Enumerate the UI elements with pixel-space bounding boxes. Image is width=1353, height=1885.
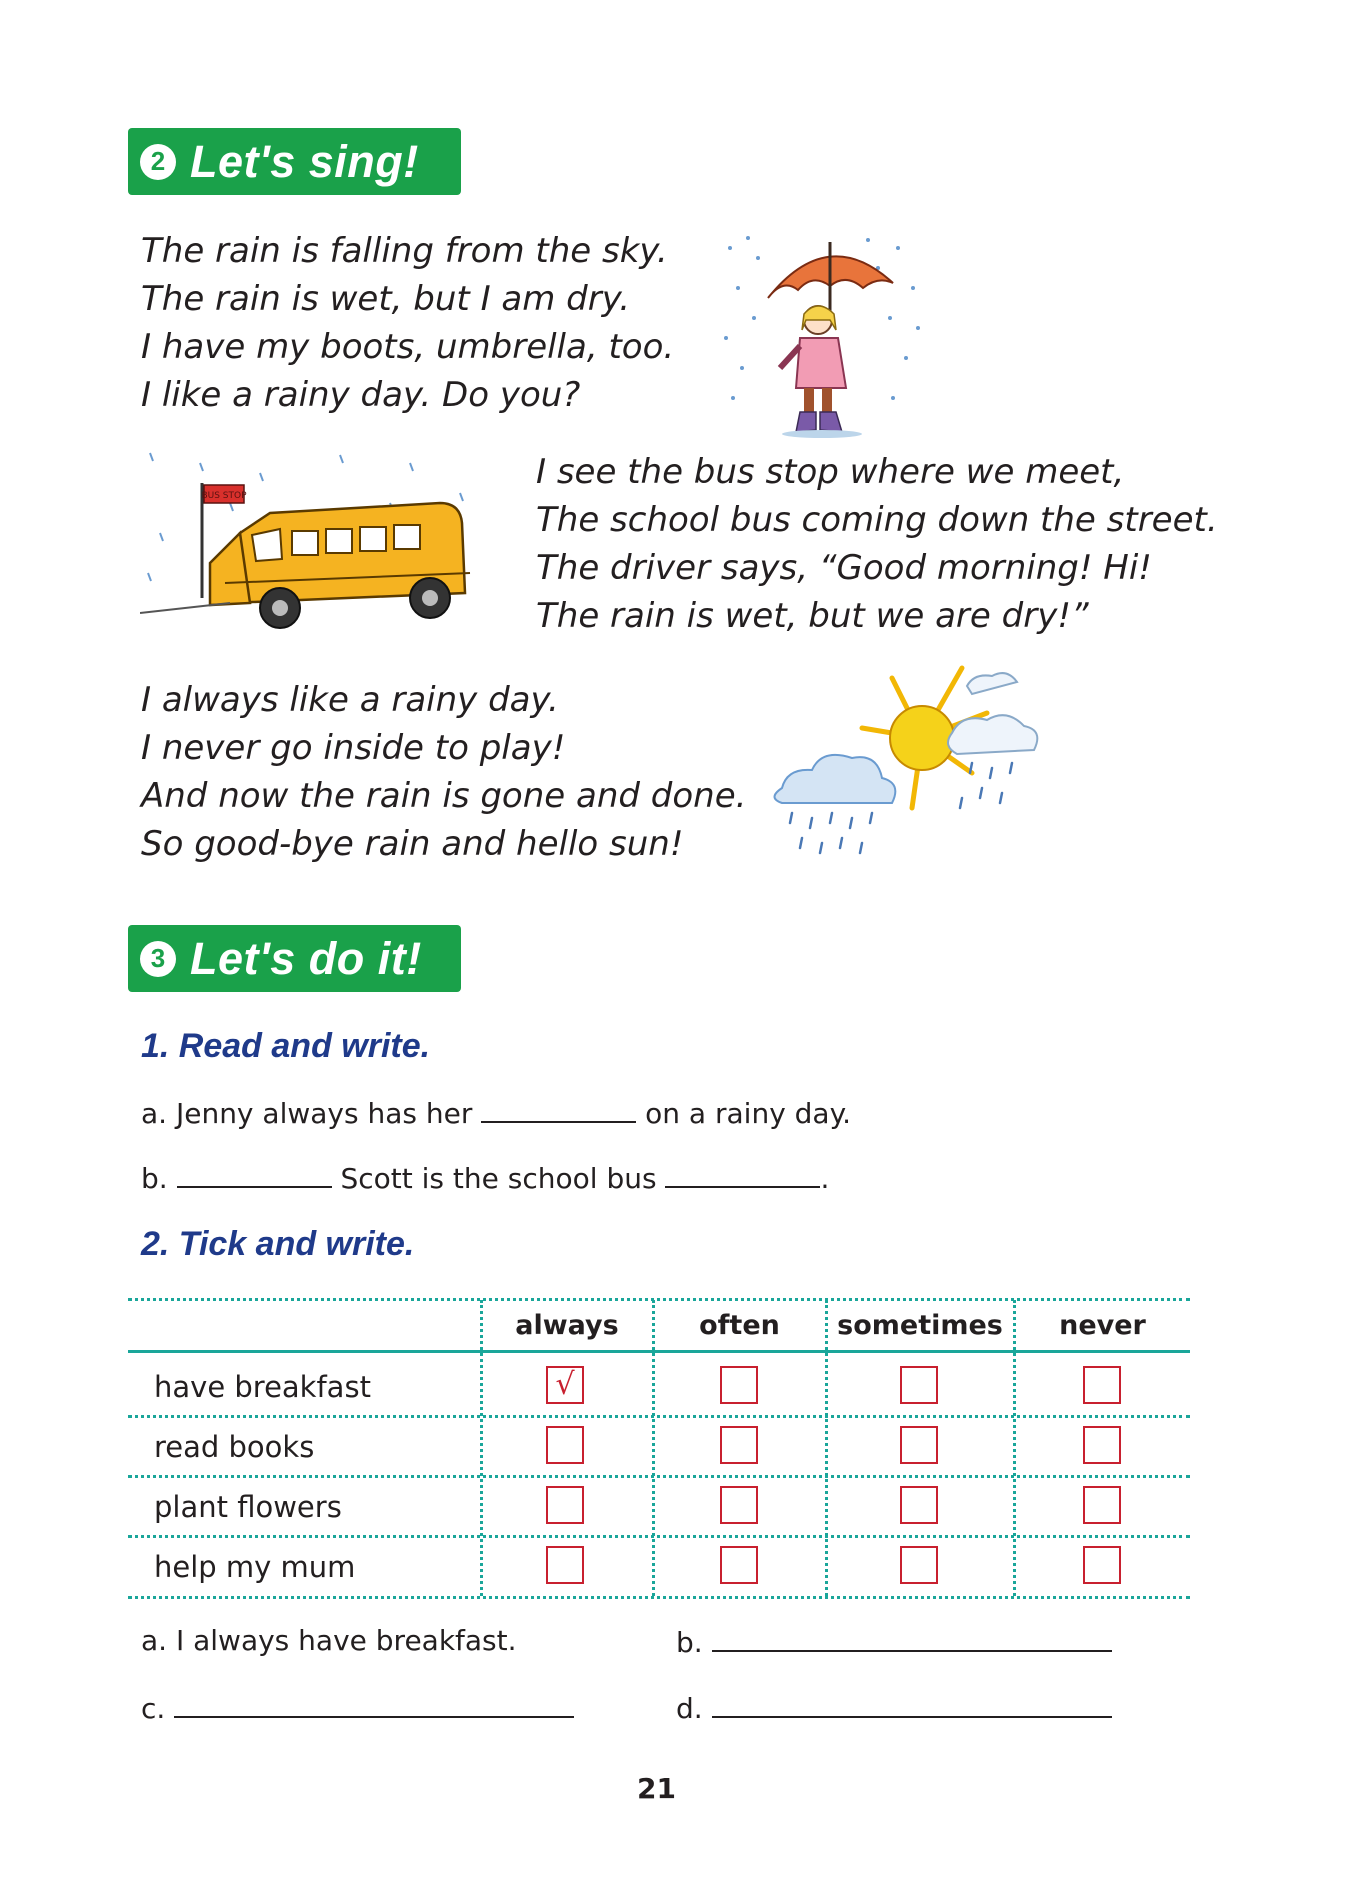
tick-box[interactable] — [720, 1546, 758, 1584]
page-number: 21 — [637, 1772, 676, 1805]
answer-blank[interactable] — [712, 1624, 1112, 1652]
answer-c-label: c. — [141, 1692, 166, 1725]
verse-line: I like a rainy day. Do you? — [141, 375, 581, 415]
tick-box[interactable] — [1083, 1546, 1121, 1584]
verse-line: I have my boots, umbrella, too. — [141, 327, 675, 367]
verse-line: The rain is wet, but I am dry. — [141, 279, 631, 319]
section-number: 3 — [140, 941, 176, 977]
column-header-never: never — [1059, 1310, 1146, 1341]
task-heading-read-write: 1. Read and write. — [141, 1027, 431, 1065]
verse-line: I see the bus stop where we meet, — [536, 452, 1125, 492]
table-border-bottom — [128, 1596, 1190, 1599]
section-banner-sing — [128, 128, 461, 195]
row-label-plant-flowers: plant flowers — [154, 1490, 342, 1524]
section-banner-do-it — [128, 925, 461, 992]
section-number: 2 — [140, 144, 176, 180]
tick-box[interactable] — [546, 1486, 584, 1524]
sun-rain-cloud-illustration — [762, 658, 1046, 868]
table-column-divider — [652, 1300, 655, 1596]
table-row-divider — [128, 1475, 1190, 1478]
row-label-read-books: read books — [154, 1430, 315, 1464]
column-header-sometimes: sometimes — [837, 1310, 1003, 1341]
tick-box[interactable] — [900, 1486, 938, 1524]
verse-line: The rain is falling from the sky. — [141, 231, 668, 271]
column-header-always: always — [515, 1310, 619, 1341]
tick-box[interactable] — [1083, 1486, 1121, 1524]
song-verse-1 — [141, 227, 674, 419]
line-b-middle: Scott is the school bus — [340, 1162, 657, 1195]
tick-box[interactable] — [546, 1546, 584, 1584]
answer-d-line — [676, 1690, 1112, 1725]
tick-box[interactable]: √ — [546, 1366, 584, 1404]
tick-box[interactable] — [900, 1546, 938, 1584]
answer-d-label: d. — [676, 1692, 703, 1725]
tick-box[interactable] — [1083, 1426, 1121, 1464]
verse-line: The driver says, “Good morning! Hi! — [536, 548, 1152, 588]
tick-box[interactable] — [720, 1486, 758, 1524]
verse-line: I always like a rainy day. — [141, 680, 559, 720]
table-column-divider — [825, 1300, 828, 1596]
tick-box[interactable] — [1083, 1366, 1121, 1404]
row-label-help-my-mum: help my mum — [154, 1550, 356, 1584]
answer-a: a. I always have breakfast. — [141, 1624, 517, 1657]
verse-line: And now the rain is gone and done. — [141, 776, 747, 816]
read-write-line-b — [141, 1160, 829, 1195]
tick-box[interactable] — [720, 1426, 758, 1464]
tick-box[interactable] — [546, 1426, 584, 1464]
song-verse-3 — [141, 676, 746, 868]
girl-umbrella-illustration — [718, 228, 928, 440]
task-heading-tick-write: 2. Tick and write. — [141, 1225, 415, 1263]
song-verse-2 — [536, 448, 1218, 640]
tick-box[interactable] — [720, 1366, 758, 1404]
read-write-line-a — [141, 1095, 851, 1130]
verse-line: I never go inside to play! — [141, 728, 566, 768]
row-label-have-breakfast: have breakfast — [154, 1370, 371, 1404]
table-column-divider — [1013, 1300, 1016, 1596]
table-row-divider — [128, 1415, 1190, 1418]
line-a-prefix: a. Jenny always has her — [141, 1097, 473, 1130]
table-border-top — [128, 1298, 1190, 1301]
answer-c-line — [141, 1690, 574, 1725]
line-a-suffix: on a rainy day. — [645, 1097, 852, 1130]
table-row-divider — [128, 1535, 1190, 1538]
verse-line: So good-bye rain and hello sun! — [141, 824, 684, 864]
bus-stop-sign-text: BUS STOP — [201, 491, 247, 501]
table-header-rule — [128, 1350, 1190, 1353]
tick-box[interactable] — [900, 1366, 938, 1404]
answer-blank[interactable] — [665, 1160, 820, 1188]
answer-blank[interactable] — [177, 1160, 332, 1188]
line-b-suffix: . — [820, 1162, 830, 1195]
table-column-divider — [480, 1300, 483, 1596]
answer-blank[interactable] — [481, 1095, 636, 1123]
verse-line: The rain is wet, but we are dry!” — [536, 596, 1089, 636]
answer-b-line — [676, 1624, 1112, 1659]
column-header-often: often — [699, 1310, 780, 1341]
answer-blank[interactable] — [712, 1690, 1112, 1718]
answer-b-label: b. — [676, 1626, 703, 1659]
section-title: Let's do it! — [190, 932, 422, 984]
section-title: Let's sing! — [190, 135, 419, 187]
verse-line: The school bus coming down the street. — [536, 500, 1218, 540]
tick-box[interactable] — [900, 1426, 938, 1464]
answer-blank[interactable] — [174, 1690, 574, 1718]
line-b-prefix: b. — [141, 1162, 168, 1195]
school-bus-illustration — [140, 443, 490, 633]
